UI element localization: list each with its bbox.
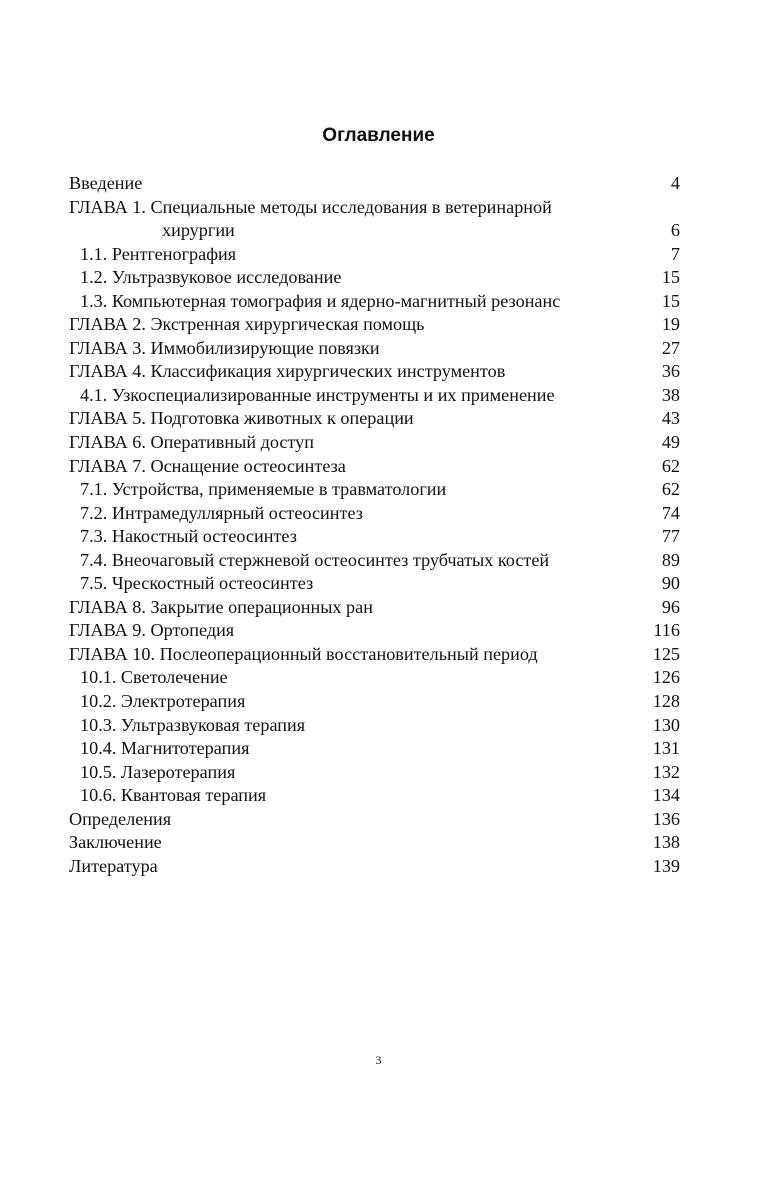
toc-entry-title: 10.6. Квантовая терапия bbox=[80, 785, 267, 806]
toc-entry-title: Заключение bbox=[69, 832, 162, 853]
toc-entry bbox=[69, 572, 680, 596]
toc-entry-page: 134 bbox=[652, 785, 680, 806]
toc-entry bbox=[69, 266, 680, 290]
toc-entry-page: 6 bbox=[670, 220, 680, 241]
toc-entry-title: 1.3. Компьютерная томография и ядерно-магнитный резонанс bbox=[80, 290, 561, 311]
toc-entry-page: 4 bbox=[670, 173, 680, 193]
toc-entry bbox=[69, 525, 680, 549]
toc-entry-page: 136 bbox=[652, 808, 680, 829]
toc-entry bbox=[69, 643, 680, 667]
toc-entry bbox=[69, 337, 680, 361]
page-number: 3 bbox=[375, 1053, 382, 1067]
toc-entry-title: 7.2. Интрамедуллярный остеосинтез bbox=[80, 502, 363, 523]
toc-entry-page: 128 bbox=[652, 691, 680, 712]
toc-entry bbox=[69, 407, 680, 431]
toc-entry-title: ГЛАВА 3. Иммобилизирующие повязки bbox=[69, 337, 380, 358]
toc-entry-title: ГЛАВА 4. Классификация хирургических инструментов bbox=[69, 361, 506, 382]
toc-entry bbox=[69, 243, 680, 267]
toc-entry-page: 96 bbox=[661, 596, 680, 617]
toc-entry-title: Введение bbox=[69, 173, 143, 193]
toc-entry bbox=[69, 831, 680, 855]
toc-entry-page: 27 bbox=[661, 337, 680, 358]
toc-entry-page: 19 bbox=[661, 314, 680, 335]
toc-entry-page: 49 bbox=[661, 432, 680, 453]
toc-entry bbox=[69, 596, 680, 620]
toc-entry-title: ГЛАВА 10. Послеоперационный восстановительный период bbox=[69, 643, 538, 664]
toc-entry-title: Определения bbox=[69, 808, 172, 829]
toc-entry bbox=[69, 761, 680, 785]
toc-entry-page: 116 bbox=[653, 620, 680, 641]
toc-entry bbox=[69, 714, 680, 738]
toc-entry-title: 4.1. Узкоспециализированные инструменты и их применение bbox=[80, 384, 555, 405]
toc-entry-page: 7 bbox=[670, 243, 680, 264]
toc-entry bbox=[69, 431, 680, 455]
toc-entry bbox=[69, 478, 680, 502]
toc-entry-title: 10.1. Светолечение bbox=[80, 667, 228, 688]
toc-entry-page: 62 bbox=[661, 479, 680, 500]
toc-entry bbox=[69, 808, 680, 832]
toc-entry-title: ГЛАВА 1. Специальные методы исследования в ветеринарной bbox=[69, 196, 552, 217]
toc-entry-title: 1.1. Рентгенография bbox=[80, 243, 237, 264]
toc-entry-page: 15 bbox=[661, 290, 680, 311]
page-title: Оглавление bbox=[322, 125, 435, 146]
table-of-contents bbox=[69, 172, 680, 878]
toc-entry bbox=[69, 690, 680, 714]
toc-entry-page: 130 bbox=[652, 714, 680, 735]
toc-entry-page: 36 bbox=[661, 361, 680, 382]
toc-entry bbox=[69, 172, 680, 196]
toc-entry-title: ГЛАВА 6. Оперативный доступ bbox=[69, 432, 315, 453]
toc-entry-title: ГЛАВА 2. Экстренная хирургическая помощь bbox=[69, 314, 425, 335]
toc-entry bbox=[69, 737, 680, 761]
toc-entry bbox=[69, 619, 680, 643]
toc-entry bbox=[69, 290, 680, 314]
toc-entry-page: 77 bbox=[661, 526, 680, 547]
toc-entry-page: 38 bbox=[661, 384, 680, 405]
toc-entry-title: 7.4. Внеочаговый стержневой остеосинтез трубчатых костей bbox=[80, 549, 550, 570]
toc-entry bbox=[69, 666, 680, 690]
toc-entry-page: 89 bbox=[661, 549, 680, 570]
toc-entry-page: 62 bbox=[661, 455, 680, 476]
toc-entry-title: 10.2. Электротерапия bbox=[80, 691, 246, 712]
toc-entry-title: ГЛАВА 7. Оснащение остеосинтеза bbox=[69, 455, 346, 476]
toc-entry-page: 90 bbox=[661, 573, 680, 594]
toc-entry-title: ГЛАВА 5. Подготовка животных к операции bbox=[69, 408, 414, 429]
toc-entry bbox=[69, 784, 680, 808]
toc-entry-page: 139 bbox=[652, 855, 680, 876]
toc-entry bbox=[69, 502, 680, 526]
toc-entry-page: 132 bbox=[652, 761, 680, 782]
toc-entry-page: 125 bbox=[652, 643, 680, 664]
toc-entry bbox=[69, 196, 680, 243]
toc-entry bbox=[69, 855, 680, 879]
toc-entry bbox=[69, 455, 680, 479]
toc-entry-page: 138 bbox=[652, 832, 680, 853]
toc-entry-title: 10.5. Лазеротерапия bbox=[80, 761, 236, 782]
toc-entry-title: Литература bbox=[69, 855, 158, 876]
toc-entry-title: 1.2. Ультразвуковое исследование bbox=[80, 267, 342, 288]
toc-entry-page: 131 bbox=[652, 738, 680, 759]
toc-entry-title: 10.3. Ультразвуковая терапия bbox=[80, 714, 306, 735]
toc-entry-title: 10.4. Магнитотерапия bbox=[80, 738, 250, 759]
toc-entry-page: 74 bbox=[661, 502, 680, 523]
toc-entry-page: 43 bbox=[661, 408, 680, 429]
toc-entry bbox=[69, 549, 680, 573]
toc-entry-title: 7.3. Накостный остеосинтез bbox=[80, 526, 297, 547]
toc-entry bbox=[69, 360, 680, 384]
toc-entry-title: ГЛАВА 9. Ортопедия bbox=[69, 620, 235, 641]
toc-entry-title: 7.5. Чрескостный остеосинтез bbox=[80, 573, 314, 594]
toc-entry-title: ГЛАВА 8. Закрытие операционных ран bbox=[69, 596, 373, 617]
toc-entry-title-continuation: хирургии bbox=[162, 220, 235, 241]
toc-entry-title: 7.1. Устройства, применяемые в травматологии bbox=[80, 479, 447, 500]
toc-entry-page: 126 bbox=[652, 667, 680, 688]
toc-entry bbox=[69, 384, 680, 408]
toc-entry bbox=[69, 313, 680, 337]
toc-entry-page: 15 bbox=[661, 267, 680, 288]
